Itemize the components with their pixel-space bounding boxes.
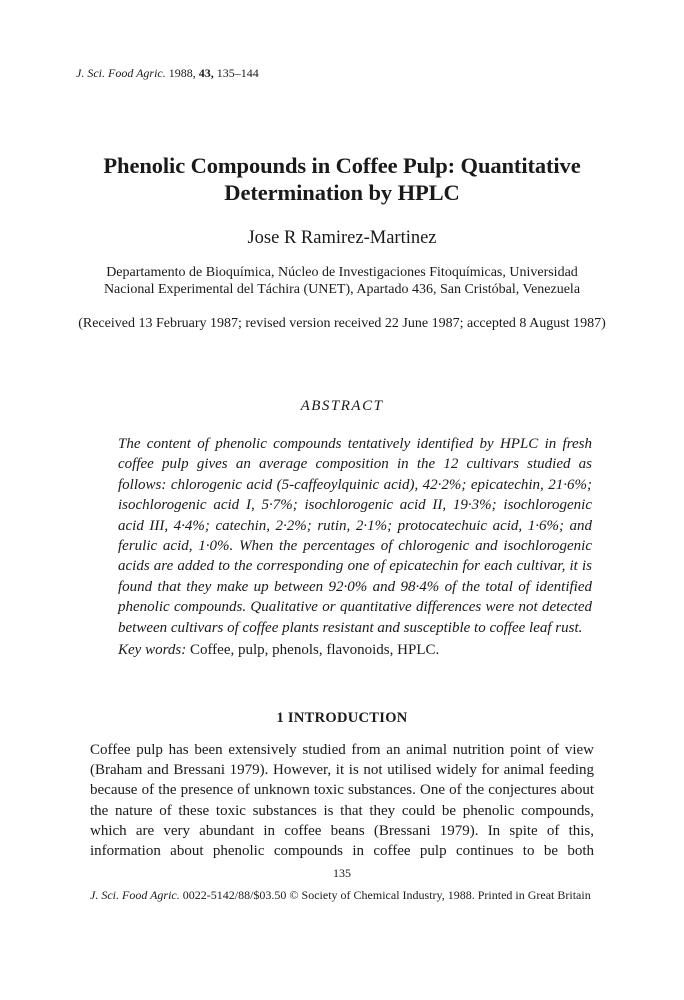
abstract-text: The content of phenolic compounds tentatively identified by HPLC in fresh coffee pulp gives an average composition in the 12 cultivars studied as follows: chlorogenic acid (5-caffeoylquinic acid), 42·2%; epicatechin, 21·6%; isochlorogenic acid I, 5·7%; isochlorogenic acid II, 19·3%; isochlorogenic acid III, 4·4%; catechin, 2·2%; rutin, 2·1%; protocatechuic acid, 1·6%; and ferulic acid, 1·0%. When the percentages of chlorogenic and isochlorogenic acids are added to the corresponding one of epicatechin for each cultivar, it is found that they make up between 92·0% and 98·4% of the total of identified phenolic compounds. Qualitative or quantitative differences were not detected between cultivars of coffee plants resistant and susceptible to coffee leaf rust.: [118, 436, 592, 636]
author-affiliation: Departamento de Bioquímica, Núcleo de Investigaciones Fitoquímicas, Universidad Nacional Experimental del Táchira (UNET), Apartado 436, San Cristóbal, Venezuela: [103, 265, 581, 297]
received-dates: (Received 13 February 1987; revised version received 22 June 1987; accepted 8 August 1987): [78, 316, 606, 331]
header-volume: 43,: [198, 66, 214, 80]
header-journal: J. Sci. Food Agric.: [76, 66, 166, 80]
keywords-list: Coffee, pulp, phenols, flavonoids, HPLC.: [189, 642, 440, 658]
header-pages: 135–144: [216, 66, 259, 80]
keywords: [118, 642, 592, 659]
footer-journal: J. Sci. Food Agric.: [90, 888, 180, 902]
introduction-heading: 1 INTRODUCTION: [276, 710, 408, 726]
journal-header: [76, 66, 259, 81]
page-number: 135: [333, 866, 351, 880]
author-name: Jose R Ramirez-Martinez: [247, 228, 437, 248]
introduction-text: Coffee pulp has been extensively studied from an animal nutrition point of view (Braham and Bressani 1979). However, it is not utilised widely for animal feeding because of the presence of unknown toxic substances. One of the conjectures about the nature of these toxic substances is that they could be phenolic compounds, which are very abundant in coffee beans (Bressani 1979). In spite of this, information about phenolic compounds in coffee pulp continues to be both: [90, 742, 594, 860]
keywords-label: Key words:: [118, 642, 187, 658]
footer-copyright: [90, 888, 596, 902]
footer-text: 0022-5142/88/$03.50 © Society of Chemical Industry, 1988. Printed in Great Britain: [182, 888, 591, 902]
abstract-heading: ABSTRACT: [300, 398, 384, 414]
header-year: 1988,: [168, 66, 196, 80]
paper-title: Phenolic Compounds in Coffee Pulp: Quantitative Determination by HPLC: [103, 153, 581, 205]
